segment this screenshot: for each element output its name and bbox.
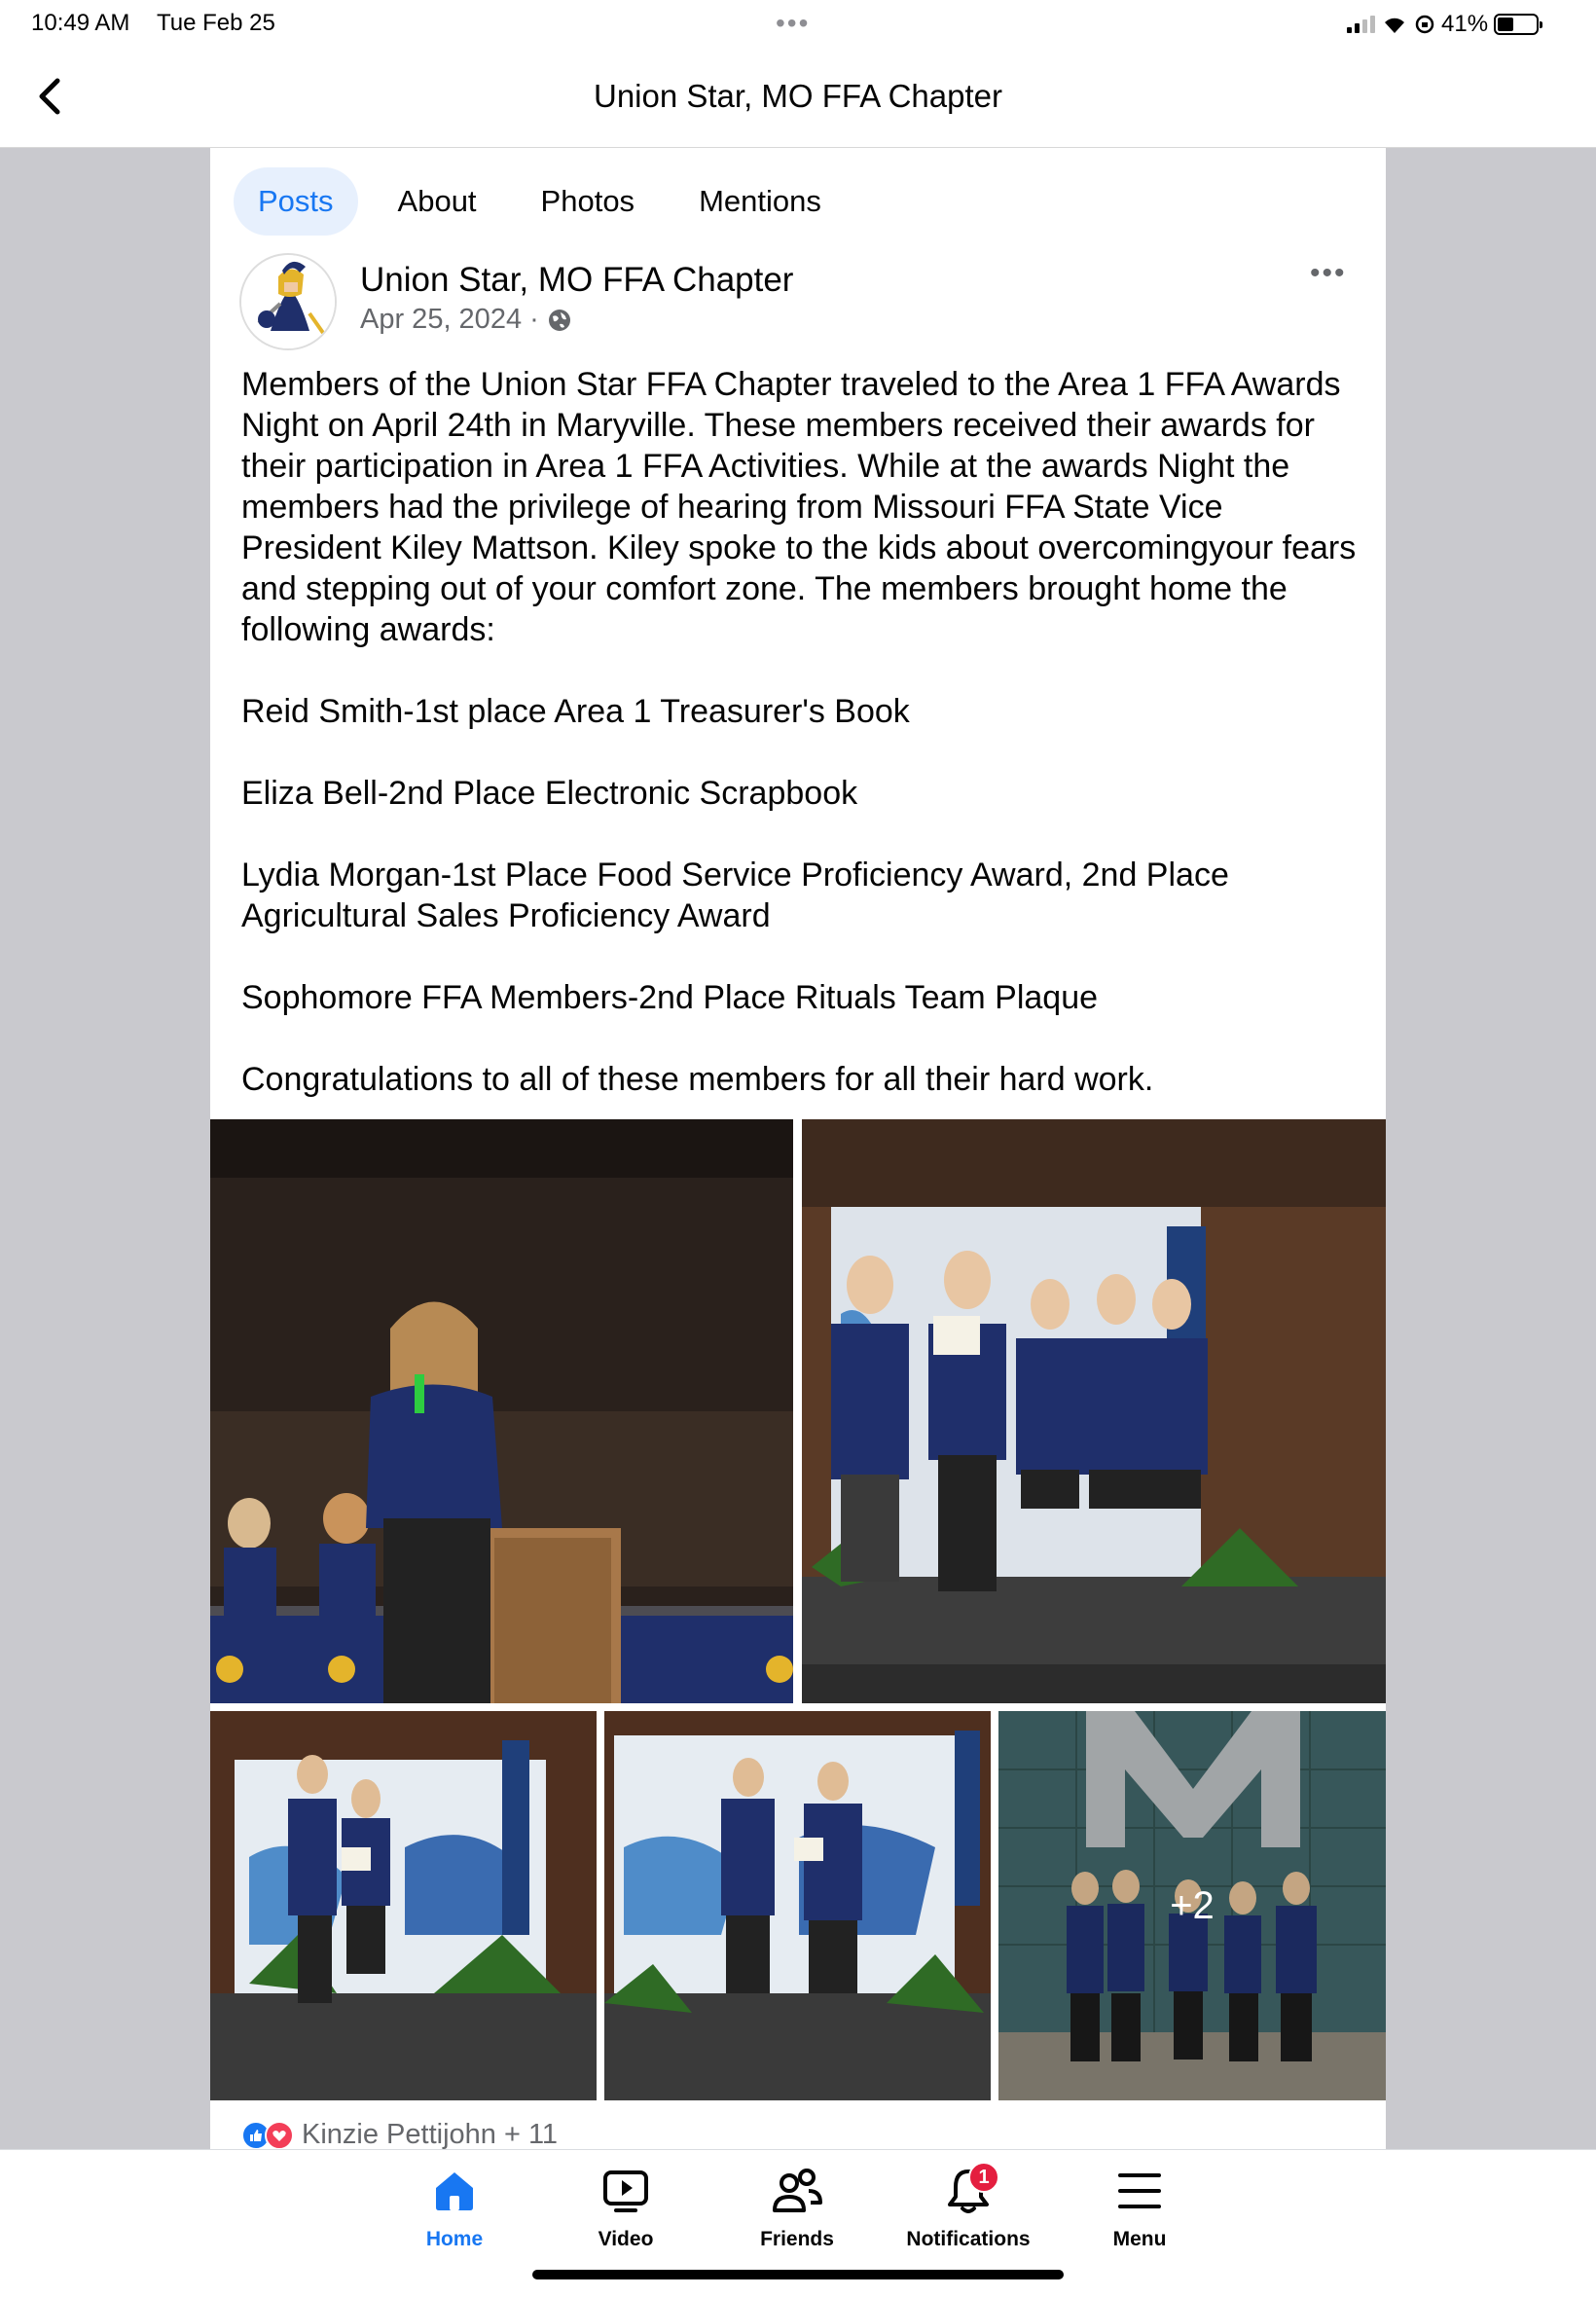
post-photo-4[interactable] xyxy=(604,1711,991,2100)
post-paragraph: Congratulations to all of these members for all their hard work. xyxy=(241,1061,1154,1098)
more-photos-count: +2 xyxy=(1170,1883,1215,1927)
post-photo-5[interactable] xyxy=(998,1711,1386,2100)
home-indicator[interactable] xyxy=(532,2270,1064,2279)
love-icon xyxy=(265,2121,294,2150)
nav-video-label: Video xyxy=(598,2228,654,2250)
page-avatar[interactable] xyxy=(239,253,337,350)
nav-notifications[interactable] xyxy=(890,2166,1046,2251)
award-pair-photo-1 xyxy=(210,1711,597,2100)
post-paragraph: Members of the Union Star FFA Chapter traveled to the Area 1 FFA Awards Night on April 24th in Maryville. These members received their awards for their participation in Area 1 FFA Activities. While at the awards Night the members had the privilege of hearing from Missouri FFA State Vice President Kiley Mattson. Kiley spoke to the kids about overcomingyour fears and stepping out of your comfort zone. The members brought home the following awards: xyxy=(241,366,1357,648)
post-photo-2[interactable] xyxy=(802,1119,1386,1703)
profile-tabs xyxy=(234,167,861,236)
reactions-summary[interactable] xyxy=(241,2119,558,2149)
nav-friends[interactable] xyxy=(719,2166,875,2251)
nav-home-label: Home xyxy=(425,2228,484,2250)
battery-percent: 41% xyxy=(1441,11,1489,37)
spartan-mascot-logo xyxy=(241,255,337,350)
home-icon xyxy=(429,2166,480,2216)
tab-posts[interactable]: Posts xyxy=(234,167,358,236)
nav-menu-label: Menu xyxy=(1112,2228,1167,2250)
battery-icon xyxy=(1494,14,1539,35)
award-group-photo xyxy=(802,1119,1386,1703)
friends-icon xyxy=(772,2166,822,2216)
nav-notifications-label: Notifications xyxy=(906,2228,1031,2250)
orientation-lock-icon xyxy=(1414,14,1435,35)
post-meta xyxy=(360,304,572,336)
wifi-icon xyxy=(1381,14,1408,35)
post-photo-1[interactable] xyxy=(210,1119,793,1703)
tab-mentions[interactable]: Mentions xyxy=(699,184,821,218)
status-bar xyxy=(0,0,1596,49)
post-paragraph: Eliza Bell-2nd Place Electronic Scrapbook xyxy=(241,775,858,812)
post-body xyxy=(241,364,1360,1100)
menu-icon xyxy=(1114,2166,1165,2216)
nav-menu[interactable] xyxy=(1062,2166,1217,2251)
post-paragraph: Sophomore FFA Members-2nd Place Rituals Team Plaque xyxy=(241,979,1099,1016)
status-time: 10:49 AM xyxy=(31,10,130,36)
post-photo-3[interactable] xyxy=(210,1711,597,2100)
post-options-button[interactable]: ••• xyxy=(1310,257,1347,289)
status-date: Tue Feb 25 xyxy=(157,10,275,36)
video-icon xyxy=(600,2166,651,2216)
notification-badge: 1 xyxy=(968,2162,999,2193)
post-date[interactable]: Apr 25, 2024 · xyxy=(360,304,539,335)
cellular-signal-icon xyxy=(1347,16,1375,33)
nav-home[interactable] xyxy=(377,2166,532,2251)
post-paragraph: Reid Smith-1st place Area 1 Treasurer's Book xyxy=(241,693,910,730)
nav-video[interactable] xyxy=(548,2166,704,2251)
status-indicators xyxy=(1347,8,1539,41)
bell-icon xyxy=(943,2166,994,2216)
globe-icon xyxy=(547,308,572,333)
multitasking-dots-icon[interactable]: ••• xyxy=(776,8,811,38)
reactions-names[interactable]: Kinzie Pettijohn + 11 xyxy=(302,2119,559,2149)
post-paragraph: Lydia Morgan-1st Place Food Service Proficiency Award, 2nd Place Agricultural Sales Proficiency Award xyxy=(241,857,1229,934)
tab-about[interactable]: About xyxy=(397,184,477,218)
nav-friends-label: Friends xyxy=(760,2228,834,2250)
tab-photos[interactable]: Photos xyxy=(540,184,635,218)
post-author[interactable]: Union Star, MO FFA Chapter xyxy=(360,261,794,299)
page-title: Union Star, MO FFA Chapter xyxy=(593,78,1002,114)
speaker-photo xyxy=(210,1119,793,1703)
post-card xyxy=(210,148,1386,2149)
page-header xyxy=(0,49,1596,148)
award-pair-photo-2 xyxy=(604,1711,991,2100)
